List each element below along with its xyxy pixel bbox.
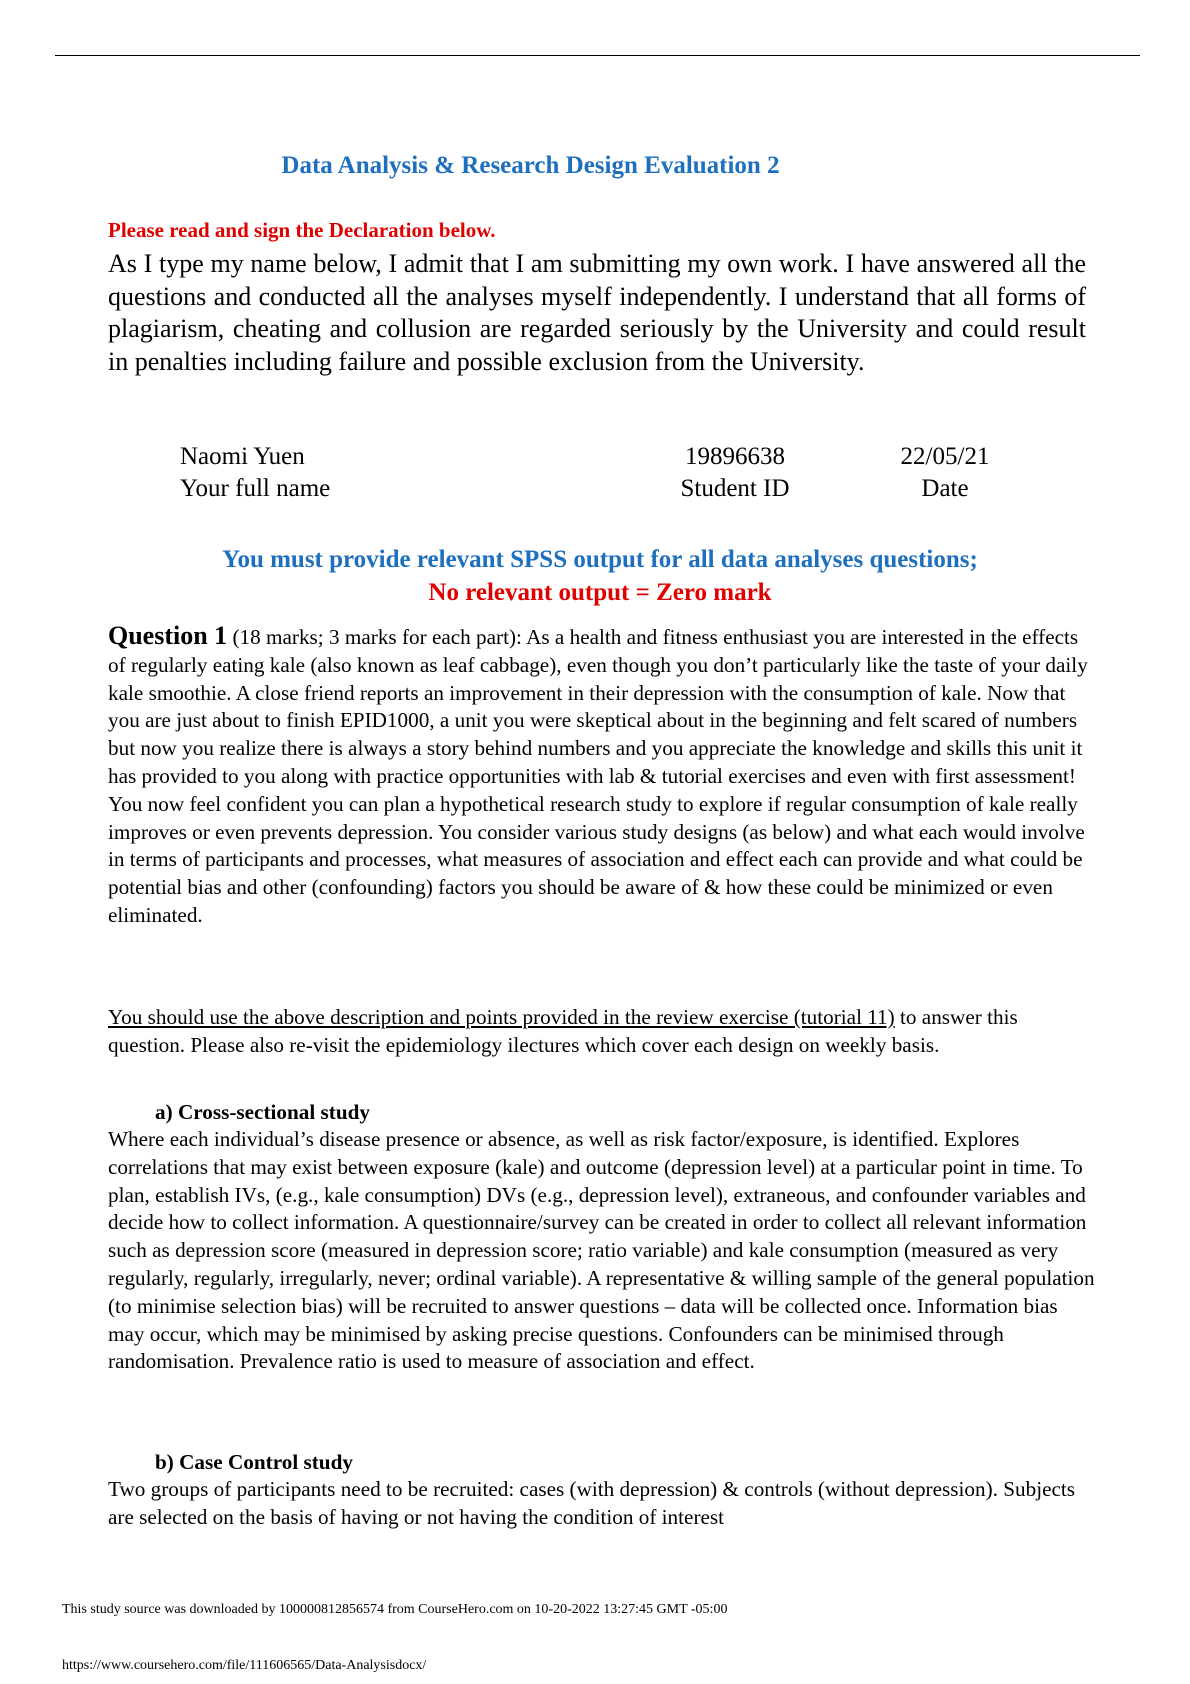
- declaration-body: As I type my name below, I admit that I am submitting my own work. I have answered all the questions and conducted all the analyses myself independently. I understand that all forms of plagiarism, cheating and collusion are regarded seriously by the University and could result in penalties including failure and possible exclusion from the University.: [108, 249, 1086, 376]
- date-value: 22/05/21: [900, 443, 990, 470]
- instruction-underlined: You should use the above description and points provided in the review exercise (tutorial 11): [108, 1005, 895, 1029]
- footer-url[interactable]: https://www.coursehero.com/file/111606565/Data-Analysisdocx/: [62, 1658, 427, 1673]
- part-a-heading: a) Cross-sectional study: [155, 1100, 371, 1124]
- document-title: Data Analysis & Research Design Evaluation 2: [281, 152, 780, 179]
- top-rule: [55, 55, 1140, 56]
- spss-notice-line2: No relevant output = Zero mark: [428, 579, 772, 606]
- student-id-label: Student ID: [680, 475, 790, 502]
- full-name-label: Your full name: [180, 475, 331, 502]
- spss-notice: [150, 543, 1050, 609]
- student-id-value: 19896638: [685, 443, 785, 470]
- date-label: Date: [921, 475, 969, 502]
- part-b-body: Two groups of participants need to be recruited: cases (with depression) & controls (without depression). Subjects are selected on the basis of having or not having the condition of interest: [108, 1477, 1076, 1529]
- part-a-body: Where each individual’s disease presence or absence, as well as risk factor/exposure, is identified. Explores correlations that may exist between exposure (kale) and outcome (depression level) at a particular point in time. To plan, establish IVs, (e.g., kale consumption) DVs (e.g., depression level), extraneous, and confounder variables and decide how to collect information. A questionnaire/survey can be created in order to collect all relevant information such as depression score (measured in depression score; ratio variable) and kale consumption (measured as very regularly, regularly, irregularly, never; ordinal variable). A representative & willing sample of the general population (to minimise selection bias) will be recruited to answer questions – data will be collected once. Information bias may occur, which may be minimised by asking precise questions. Confounders can be minimised through randomisation. Prevalence ratio is used to measure of association and effect.: [108, 1127, 1095, 1374]
- signature-block: [180, 442, 1020, 504]
- question-1-label: Question 1: [108, 621, 228, 650]
- full-name-value: Naomi Yuen: [180, 443, 305, 470]
- question-1-instruction: [108, 1004, 1098, 1060]
- part-b-heading: b) Case Control study: [155, 1450, 353, 1474]
- spss-notice-line1: You must provide relevant SPSS output for all data analyses questions;: [222, 546, 978, 573]
- footer-source-line: This study source was downloaded by 100000812856574 from CourseHero.com on 10-20-2022 13:27:45 GMT -05:00: [62, 1602, 728, 1617]
- declaration-heading: Please read and sign the Declaration below.: [108, 218, 496, 242]
- question-1-text: (18 marks; 3 marks for each part): As a health and fitness enthusiast you are interested in the effects of regularly eating kale (also known as leaf cabbage), even though you don’t particularly like the taste of your daily kale smoothie. A close friend reports an improvement in their depression with the consumption of kale. Now that you are just about to finish EPID1000, a unit you were skeptical about in the beginning and felt scared of numbers but now you realize there is always a story behind numbers and you appreciate the knowledge and skills this unit it has provided to you along with practice opportunities with lab & tutorial exercises and even with first assessment! You now feel confident you can plan a hypothetical research study to explore if regular consumption of kale really improves or even prevents depression. You consider various study designs (as below) and what each would involve in terms of participants and processes, what measures of association and effect each can provide and what could be potential bias and other (confounding) factors you should be aware of & how these could be minimized or even eliminated.: [108, 625, 1088, 927]
- question-1: [108, 622, 1098, 930]
- instruction-rest: to answer this question. Please also re-visit the epidemiology ilectures which cover each design on weekly basis.: [108, 1005, 1018, 1057]
